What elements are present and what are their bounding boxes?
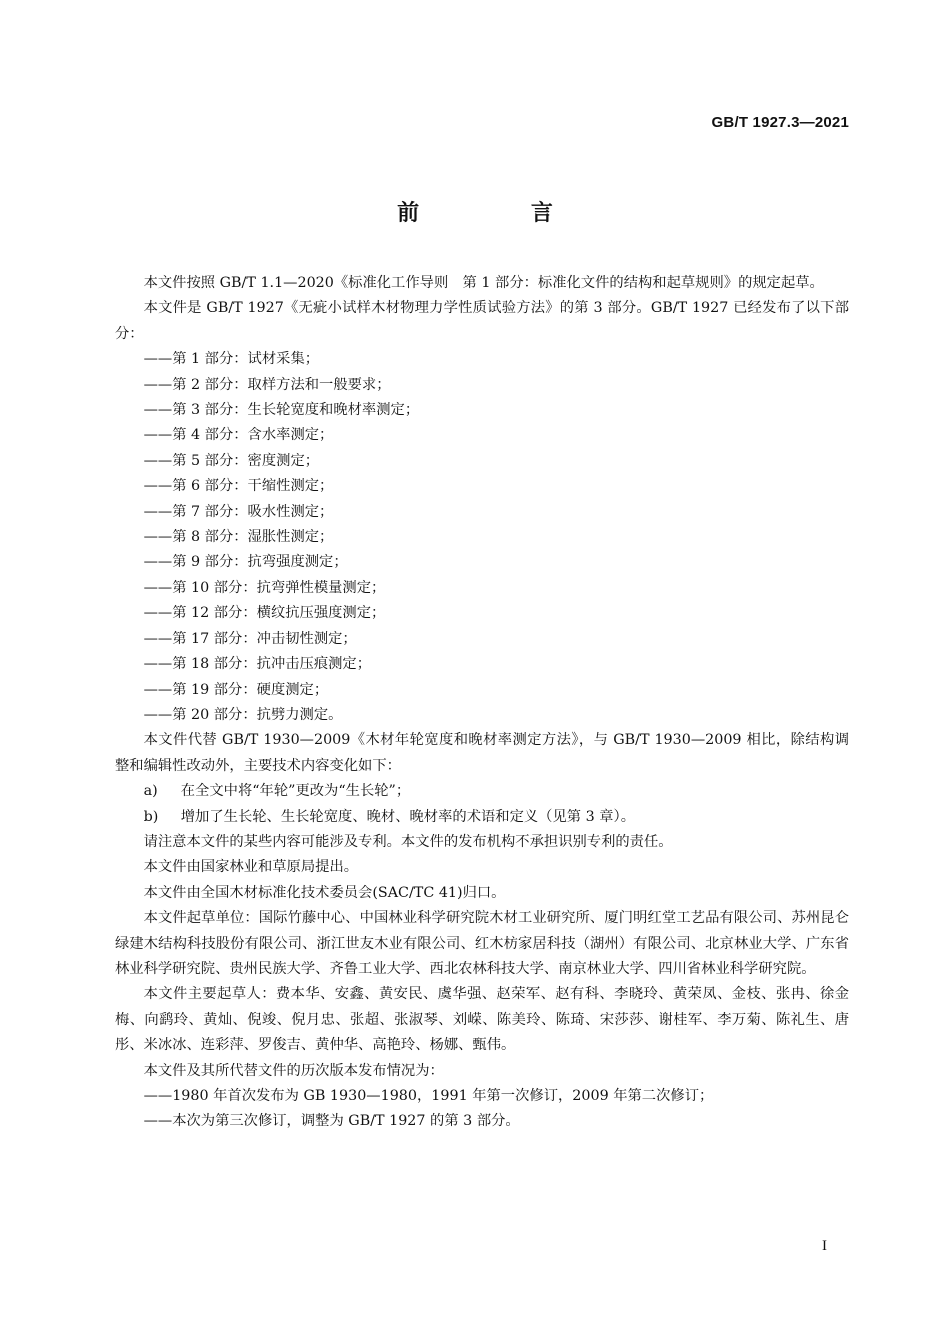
page-number: I xyxy=(822,1238,827,1254)
paragraph-main-drafters: 本文件主要起草人：费本华、安鑫、黄安民、虞华强、赵荣军、赵有科、李晓玲、黄荣凤、金枝、张冉、徐金梅、向鹞玲、黄灿、倪竣、倪月忠、张超、张淑琴、刘嵘、陈美玲、陈琦、宋莎莎、谢桂军、李万菊、陈礼生、唐彤、米冰冰、连彩萍、罗俊吉、黄仲华、高艳玲、杨娜、甄伟。 xyxy=(115,986,849,1054)
paragraph-drafting-rules: 本文件按照 GB/T 1.1—2020《标准化工作导则 第 1 部分：标准化文件的结构和起草规则》的规定起草。 xyxy=(143,275,824,291)
list-item: ——第 1 部分：试材采集； xyxy=(143,351,320,368)
list-item xyxy=(115,805,849,830)
list-item: ——第 7 部分：吸水性测定； xyxy=(143,503,334,520)
paragraph-patent-notice: 请注意本文件的某些内容可能涉及专利。本文件的发布机构不承担识别专利的责任。 xyxy=(143,833,673,850)
list-item: ——第 3 部分：生长轮宽度和晚材率测定； xyxy=(143,402,420,419)
list-item: ——第 10 部分：抗弯弹性模量测定； xyxy=(143,579,386,596)
history-list xyxy=(115,1084,849,1135)
list-item: ——第 8 部分：湿胀性测定； xyxy=(143,529,334,546)
list-item: ——第 18 部分：抗冲击压痕测定； xyxy=(143,656,372,673)
list-item: ——第 12 部分：横纹抗压强度测定； xyxy=(143,605,386,622)
paragraph-under-jurisdiction: 本文件由全国木材标准化技术委员会(SAC/TC 41)归口。 xyxy=(143,884,506,901)
list-marker: a) xyxy=(143,783,158,800)
list-item: ——第 6 部分：干缩性测定； xyxy=(143,478,334,495)
paragraph-drafting-organizations: 本文件起草单位：国际竹藤中心、中国林业科学研究院木材工业研究所、厦门明红堂工艺品有限公司、苏州昆仑绿建木结构科技股份有限公司、浙江世友木业有限公司、红木枋家居科技（湖州）有限公司、北京林业大学、广东省林业科学研究院、贵州民族大学、齐鲁工业大学、西北农林科技大学、南京林业大学、四川省林业科学研究院。 xyxy=(115,910,849,977)
paragraph-series-intro: 本文件是 GB/T 1927《无疵小试样木材物理力学性质试验方法》的第 3 部分。GB/T 1927 已经发布了以下部分： xyxy=(115,300,849,342)
paragraph-replacement: 本文件代替 GB/T 1930—2009《木材年轮宽度和晚材率测定方法》，与 GB/T 1930—2009 相比，除结构调整和编辑性改动外，主要技术内容变化如下： xyxy=(115,732,849,774)
list-item: ——第 5 部分：密度测定； xyxy=(143,452,320,469)
list-item xyxy=(115,779,849,804)
parts-list xyxy=(115,347,849,728)
list-item: ——第 9 部分：抗弯强度测定； xyxy=(143,554,348,571)
list-item-text: 在全文中将“年轮”更改为“生长轮”； xyxy=(180,783,411,800)
list-item: ——第 17 部分：冲击韧性测定； xyxy=(143,630,357,647)
list-item: ——第 20 部分：抗劈力测定。 xyxy=(143,706,343,723)
changes-list xyxy=(115,779,849,830)
paragraph-version-history: 本文件及其所代替文件的历次版本发布情况为： xyxy=(143,1062,444,1079)
standard-number: GB/T 1927.3—2021 xyxy=(711,114,849,131)
document-body xyxy=(115,271,849,1135)
paragraph-proposed-by: 本文件由国家林业和草原局提出。 xyxy=(143,859,359,876)
page-title: 前 言 xyxy=(397,201,605,226)
list-item: ——本次为第三次修订，调整为 GB/T 1927 的第 3 部分。 xyxy=(143,1113,520,1130)
list-item: ——第 4 部分：含水率测定； xyxy=(143,427,334,444)
list-item: ——1980 年首次发布为 GB 1930—1980，1991 年第一次修订，2009 年第二次修订； xyxy=(143,1088,714,1104)
list-marker: b) xyxy=(143,808,159,825)
list-item: ——第 19 部分：硬度测定； xyxy=(143,681,329,698)
list-item-text: 增加了生长轮、生长轮宽度、晚材、晚材率的术语和定义（见第 3 章）。 xyxy=(180,808,636,825)
list-item: ——第 2 部分：取样方法和一般要求； xyxy=(143,376,391,393)
